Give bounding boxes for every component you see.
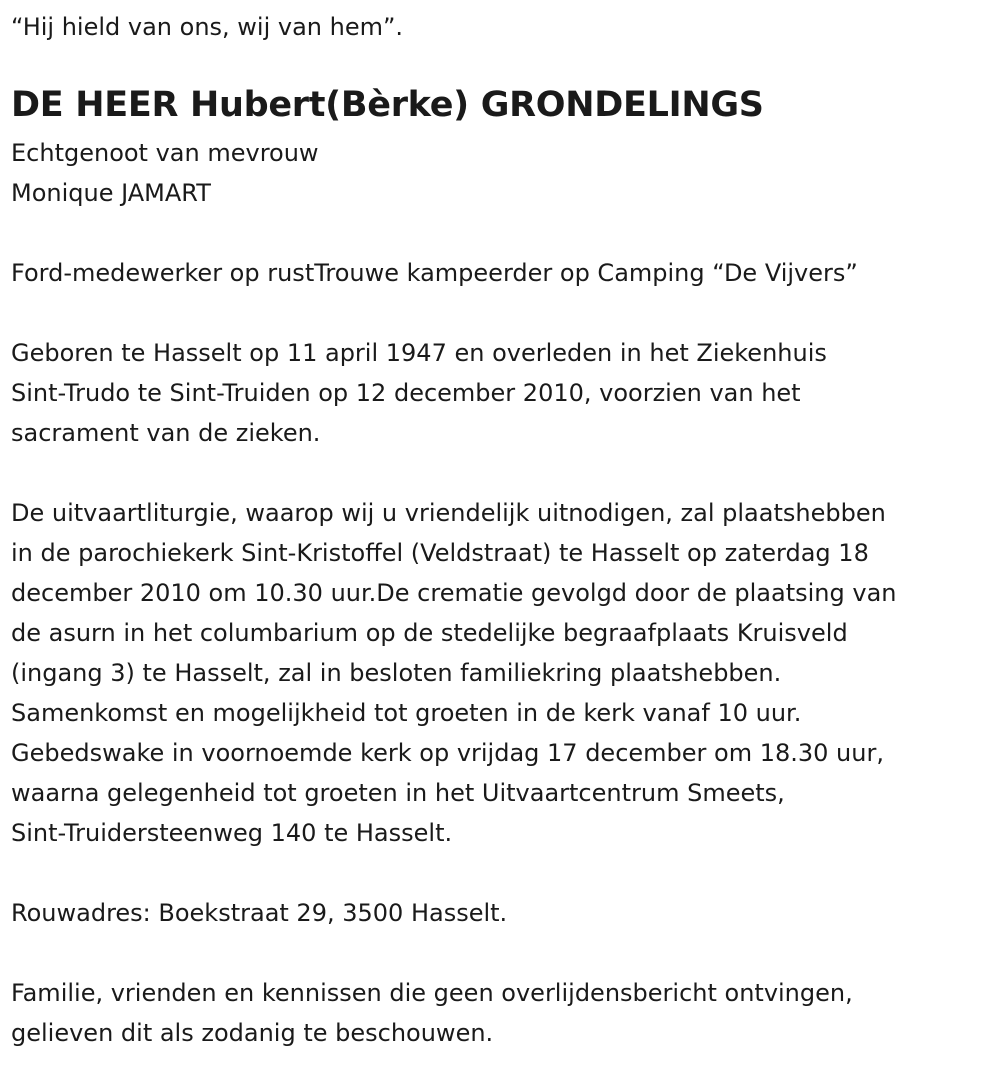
occupation-line: Ford-medewerker op rustTrouwe kampeerder op Camping “De Vijvers” [11, 259, 858, 287]
funeral-line: december 2010 om 10.30 uur.De crematie gevolgd door de plaatsing van [11, 579, 897, 607]
birth-death-line: Sint-Trudo te Sint-Truiden op 12 december 2010, voorzien van het [11, 379, 801, 407]
family-notice-line: gelieven dit als zodanig te beschouwen. [11, 1019, 494, 1047]
funeral-line: Sint-Truidersteenweg 140 te Hasselt. [11, 819, 453, 847]
funeral-line: Gebedswake in voornoemde kerk op vrijdag 17 december om 18.30 uur, [11, 739, 884, 767]
birth-death-line: Geboren te Hasselt op 11 april 1947 en overleden in het Ziekenhuis [11, 339, 827, 367]
address-line: Rouwadres: Boekstraat 29, 3500 Hasselt. [11, 899, 508, 927]
funeral-line: (ingang 3) te Hasselt, zal in besloten familiekring plaatshebben. [11, 659, 782, 687]
family-notice-line: Familie, vrienden en kennissen die geen overlijdensbericht ontvingen, [11, 979, 853, 1007]
birth-death-section [11, 333, 827, 453]
birth-death-line: sacrament van de zieken. [11, 419, 321, 447]
funeral-line: De uitvaartliturgie, waarop wij u vriendelijk uitnodigen, zal plaatshebben [11, 499, 886, 527]
motto-quote: “Hij hield van ons, wij van hem”. [11, 13, 404, 41]
deceased-name: DE HEER Hubert(Bèrke) GRONDELINGS [11, 85, 764, 125]
funeral-line: de asurn in het columbarium op de stedelijke begraafplaats Kruisveld [11, 619, 848, 647]
occupation-section [11, 253, 858, 293]
spouse-line: Monique JAMART [11, 179, 211, 207]
funeral-line: Samenkomst en mogelijkheid tot groeten in de kerk vanaf 10 uur. [11, 699, 802, 727]
spouse-line: Echtgenoot van mevrouw [11, 139, 319, 167]
family-notice-section [11, 973, 853, 1053]
funeral-section [11, 493, 897, 853]
address-section [11, 893, 507, 933]
spouse-section [11, 133, 319, 213]
funeral-line: in de parochiekerk Sint-Kristoffel (Veldstraat) te Hasselt op zaterdag 18 [11, 539, 869, 567]
funeral-line: waarna gelegenheid tot groeten in het Uitvaartcentrum Smeets, [11, 779, 785, 807]
